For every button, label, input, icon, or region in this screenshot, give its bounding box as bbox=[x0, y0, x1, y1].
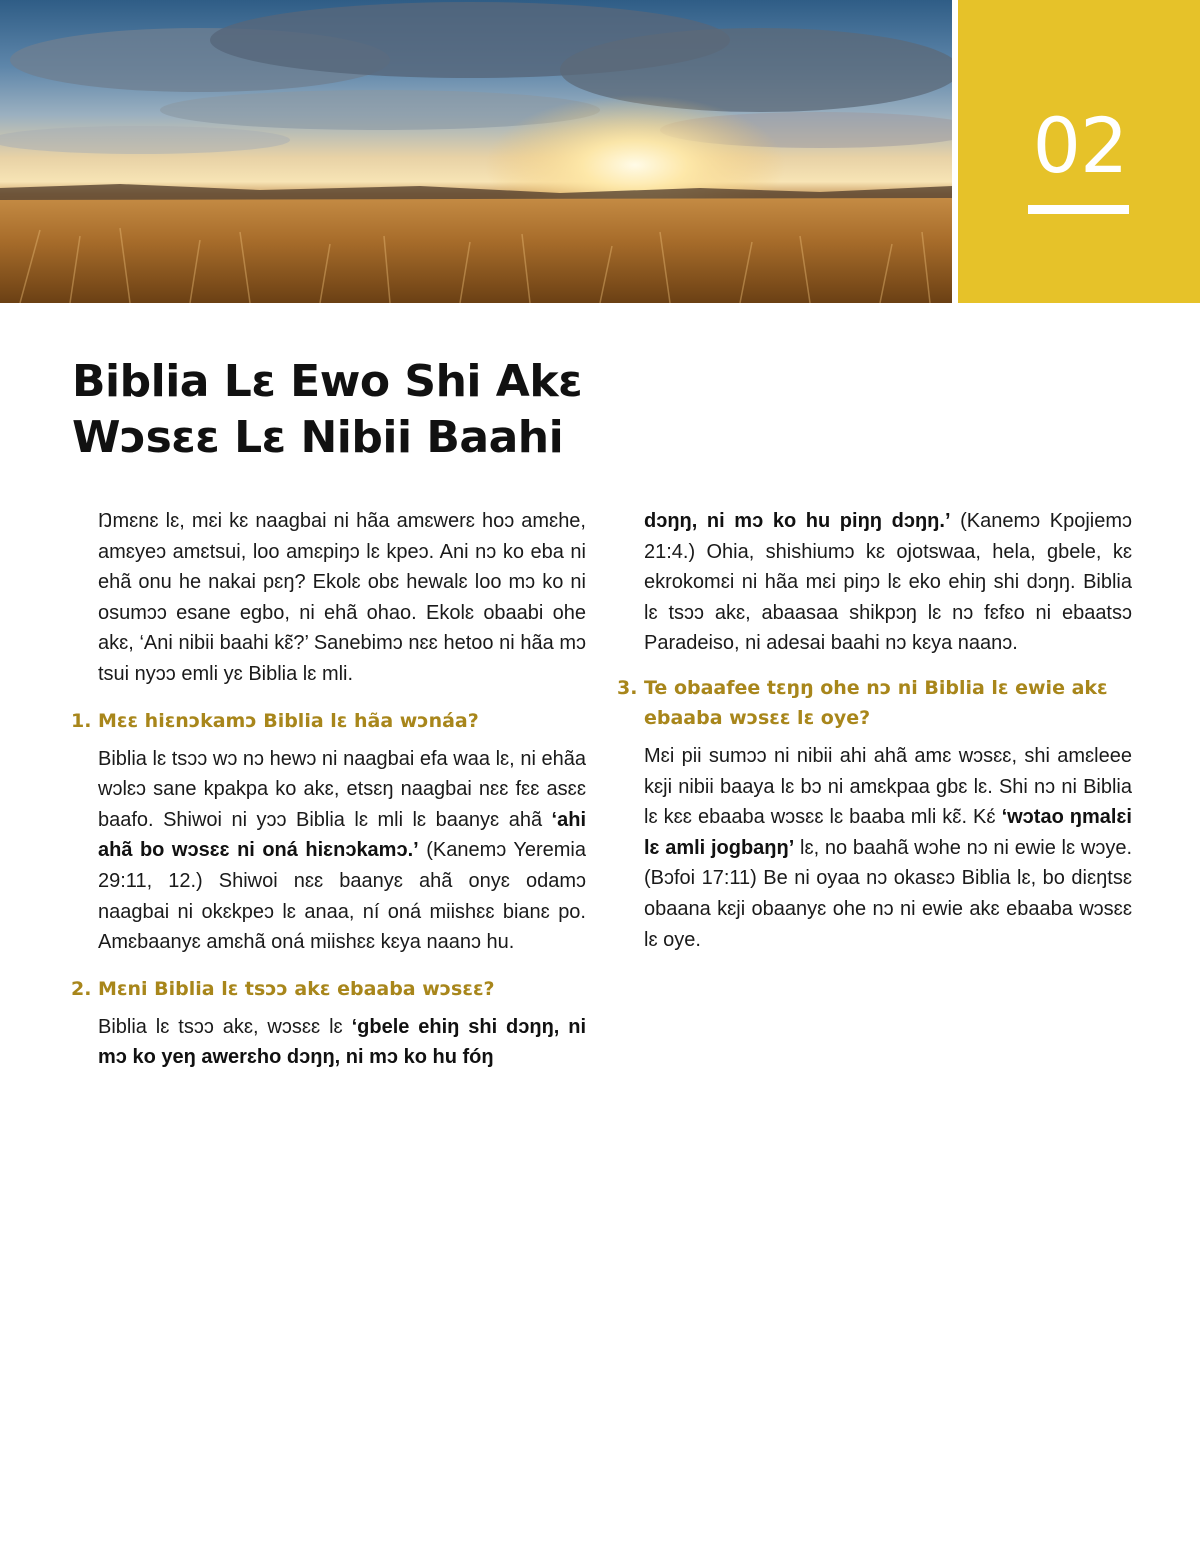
header-banner bbox=[0, 0, 1200, 303]
answer-3-text-b: lɛ, no baahã wɔhe nɔ ni ewie lɛ wɔye. (Bɔfoi 17:11) Be ni oyaa nɔ okasɛɔ Biblia lɛ, bo diɛŋtsɛ obaana kɛji obaanyɛ ohe nɔ ni ewie akɛ ebaaba wɔsɛɛ lɛ oye. bbox=[644, 836, 1133, 951]
question-2 bbox=[71, 974, 586, 1004]
answer-1-paragraph bbox=[98, 744, 586, 958]
answer-1-quote: ‘ahi ahã bo wɔsɛɛ ni oná hiɛnɔkamɔ.’ bbox=[98, 808, 586, 862]
question-1 bbox=[71, 706, 586, 736]
page-title bbox=[72, 354, 772, 466]
answer-1-text-a: Biblia lɛ tsɔɔ wɔ nɔ hewɔ ni naagbai efa waa lɛ, ni ehãa wɔlɛɔ sane kpakpa ko akɛ, etsɛŋ naagbai nɛɛ fɛɛ asɛɛ baafo. Shiwoi ni yɔɔ Biblia lɛ mli lɛ baanyɛ ahã bbox=[98, 747, 586, 831]
lesson-number-underline bbox=[1028, 205, 1129, 214]
answer-2-quote: ‘gbele ehiŋ shi dɔŋŋ, ni mɔ ko yeŋ awerɛho dɔŋŋ, ni mɔ ko hu fóŋ bbox=[98, 1015, 587, 1069]
question-3-text: Te obaafee tɛŋŋ ohe nɔ ni Biblia lɛ ewie akɛ ebaaba wɔsɛɛ lɛ oye? bbox=[644, 676, 1108, 729]
title-line-2: Wɔsɛɛ Lɛ Nibii Baahi bbox=[72, 412, 564, 463]
left-column bbox=[71, 506, 587, 1073]
landscape-illustration bbox=[0, 0, 952, 303]
answer-2-continued-paragraph bbox=[644, 506, 1132, 659]
question-2-text: Mɛni Biblia lɛ tsɔɔ akɛ ebaaba wɔsɛɛ? bbox=[98, 977, 495, 1000]
answer-2-paragraph bbox=[98, 1012, 586, 1073]
answer-3-text-a: Mɛi pii sumɔɔ ni nibii ahi ahã amɛ wɔsɛɛ, shi amɛleee kɛji nibii baaya lɛ bɔ ni amɛkpaa gbɛ lɛ. Shi nɔ ni Biblia lɛ kɛɛ ebaaba wɔsɛɛ lɛ baaba mli kɛ̃. Kɛ́ bbox=[644, 744, 1132, 829]
question-1-text: Mɛɛ hiɛnɔkamɔ Biblia lɛ hãa wɔnáa? bbox=[98, 709, 479, 732]
answer-3-quote: ‘wɔtao ŋmalɛi lɛ amli jogbaŋŋ’ bbox=[644, 806, 1132, 859]
question-1-number: 1. bbox=[71, 709, 92, 732]
answer-2-text-a: Biblia lɛ tsɔɔ akɛ, wɔsɛɛ lɛ bbox=[98, 1015, 352, 1038]
answer-2-text-b: (Kanemɔ Kpojiemɔ 21:4.) Ohia, shishiumɔ kɛ ojotswaa, hela, gbele, kɛ ekrokomɛi ni hãa mɛi piŋɔ lɛ eko ehiŋ shi dɔŋŋ. Biblia lɛ tsɔɔ akɛ, abaasaa shikpɔŋ lɛ nɔ fɛfɛo ni ebaatsɔ Paradeiso, ni adesai baahi nɔ kɛya naanɔ. bbox=[644, 510, 1132, 655]
answer-1-text-b: (Kanemɔ Yeremia 29:11, 12.) Shiwoi nɛɛ baanyɛ ahã onyɛ odamɔ naagbai ni okɛkpeɔ lɛ anaa, ní oná miishɛɛ bianɛ po. Amɛbaanyɛ amɛhã oná miishɛɛ kɛya naanɔ hu. bbox=[98, 839, 586, 954]
answer-3-paragraph bbox=[644, 741, 1132, 955]
title-line-1: Biblia Lɛ Ewo Shi Akɛ bbox=[72, 356, 583, 407]
wheat-field-sunset-photo bbox=[0, 0, 952, 303]
question-3 bbox=[617, 673, 1132, 733]
answer-2-quote-continued: dɔŋŋ, ni mɔ ko hu piŋŋ dɔŋŋ.’ bbox=[644, 510, 951, 532]
right-column bbox=[617, 506, 1133, 955]
lesson-number: 02 bbox=[1032, 101, 1128, 190]
intro-paragraph: Ŋmɛnɛ lɛ, mɛi kɛ naagbai ni hãa amɛwerɛ hoɔ amɛhe, amɛyeɔ amɛtsui, loo amɛpiŋɔ lɛ kpeɔ. Ani nɔ ko eba ni ehã onu he nakai pɛŋ? Ekolɛ obɛ hewalɛ loo mɔ ko ni osumɔɔ esane egbo, ni ehã ohao. Ekolɛ obaabi ohe akɛ, ‘Ani nibii baahi kɛ̃?’ Sanebimɔ nɛɛ hetoo ni hãa mɔ tsui nyɔɔ emli yɛ Biblia lɛ mli. bbox=[98, 510, 586, 685]
question-2-number: 2. bbox=[71, 977, 92, 1000]
question-3-number: 3. bbox=[617, 676, 638, 699]
